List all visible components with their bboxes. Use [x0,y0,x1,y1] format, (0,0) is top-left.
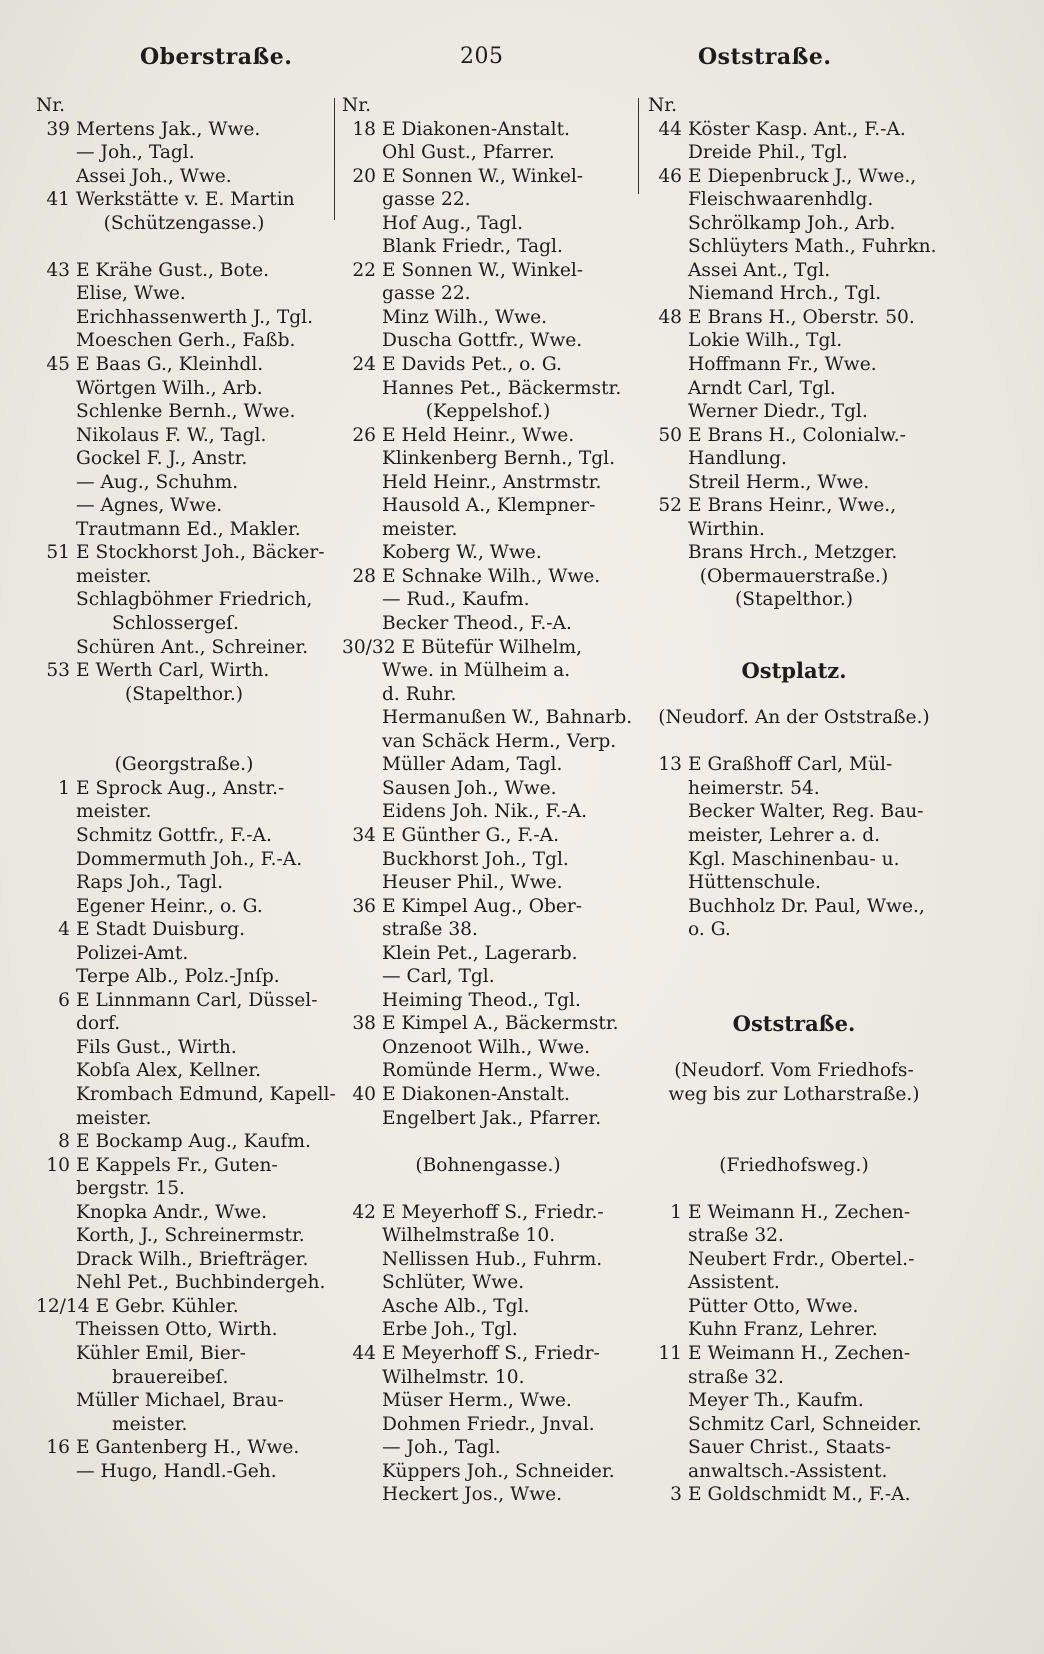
entry-text: E Meyerhoff S., Friedr.- [382,1201,604,1223]
entry-text: E Stadt Duisburg. [76,919,246,941]
page-number: 205 [460,44,504,69]
house-number: 39 [46,118,70,140]
entry-line: Eidens Joh. Nik., F.-A. [382,801,588,823]
entry-line: Onzenoot Wilh., Wwe. [382,1036,591,1058]
house-number: 12/14 [36,1295,90,1317]
spacer [648,1177,940,1201]
house-number: 1 [670,1201,682,1223]
entry-line: Raps Joh., Tagl. [76,872,224,894]
directory-entry [342,1201,634,1225]
entry-line: — Joh., Tagl. [382,1437,501,1459]
entry-line: Müser Herm., Wwe. [382,1390,572,1412]
entry-text: Köster Kasp. Ant., F.-A. [688,118,906,140]
entry-line: Arndt Carl, Tgl. [688,377,836,399]
entry-text: E Held Heinr., Wwe. [382,424,575,446]
directory-entry [342,824,634,848]
house-number: 44 [352,1342,376,1364]
house-number: 46 [658,165,682,187]
entry-line: meister. [76,565,152,587]
entry-line: Duscha Gottfr., Wwe. [382,330,583,352]
entry-line: Erichhassenwerth J., Tgl. [76,306,313,328]
spacer [36,235,332,259]
directory-entry [342,259,634,283]
entry-line: d. Ruhr. [382,683,457,705]
entry-text: E Gantenberg H., Wwe. [76,1437,300,1459]
entry-line: Kuhn Franz, Lehrer. [688,1319,878,1341]
entry-line: Heckert Jos., Wwe. [382,1484,563,1506]
house-number: 22 [352,259,376,281]
directory-entry [36,259,332,283]
street-heading: Oststraße. [732,1011,856,1037]
entry-text: E Stockhorst Joh., Bäcker- [76,542,325,564]
entry-line: Egener Heinr., o. G. [76,895,263,917]
house-number: 43 [46,259,70,281]
directory-entry [342,424,634,448]
entry-line: Niemand Hrch., Tgl. [688,283,882,305]
directory-entry [36,989,332,1013]
house-number: 10 [46,1154,70,1176]
directory-entry [342,1342,634,1366]
section-note: (Obermauerstraße.) [699,565,889,587]
entry-line: Streil Herm., Wwe. [688,471,870,493]
house-number: 4 [58,919,70,941]
section-note: (Neudorf. Vom Friedhofs- [674,1060,914,1082]
section-note: (Keppelshof.) [425,401,551,423]
entry-line: Schlüter, Wwe. [382,1272,525,1294]
spacer [342,1177,634,1201]
entry-line: o. G. [688,919,731,941]
entry-line: Knopka Andr., Wwe. [76,1201,268,1223]
house-number: 3 [670,1484,682,1506]
spacer [648,1130,940,1154]
entry-line: Elise, Wwe. [76,283,186,305]
entry-line: — Rud., Kaufm. [382,589,530,611]
entry-line: Fils Gust., Wirth. [76,1036,237,1058]
directory-entry [648,424,940,448]
entry-line: Hof Aug., Tagl. [382,212,524,234]
entry-line: meister. [382,518,458,540]
entry-line: Wörtgen Wilh., Arb. [76,377,263,399]
spacer [342,1130,634,1154]
section-note: weg bis zur Lotharstraße.) [668,1083,920,1105]
entry-line: bergstr. 15. [76,1178,185,1200]
entry-line: Becker Walter, Reg. Bau- [688,801,924,823]
entry-line: Ohl Gust., Pfarrer. [382,142,555,164]
house-number: 30/32 [342,636,396,658]
house-number: 36 [352,895,376,917]
entry-text: E Sprock Aug., Anstr.- [76,777,285,799]
house-number: 8 [58,1131,70,1153]
entry-line: Handlung. [688,448,787,470]
directory-entry [648,1483,940,1507]
entry-line: meister, Lehrer a. d. [688,824,881,846]
entry-line: dorf. [76,1013,121,1035]
entry-line: Wwe. in Mülheim a. [382,660,571,682]
directory-entry [648,306,940,330]
column-rule [638,98,639,194]
entry-line: Dommermuth Joh., F.-A. [76,848,303,870]
entry-text: E Kappels Fr., Guten- [76,1154,278,1176]
directory-entry [36,353,332,377]
house-number: 52 [658,495,682,517]
directory-entry [36,1295,332,1319]
entry-line: Trautmann Ed., Makler. [76,518,301,540]
entry-line: Klinkenberg Bernh., Tgl. [382,448,616,470]
house-number: 18 [352,118,376,140]
entry-text: E Diakonen-Anstalt. [382,1083,570,1105]
entry-line: Minz Wilh., Wwe. [382,306,547,328]
entry-line: Koberg W., Wwe. [382,542,542,564]
section-note: (Stapelthor.) [124,683,244,705]
directory-entry [648,1342,940,1366]
directory-entry [342,165,634,189]
entry-line: Asche Alb., Tgl. [382,1295,530,1317]
entry-text: E Kimpel A., Bäckermstr. [382,1013,619,1035]
spacer [36,730,332,754]
house-number: 53 [46,660,70,682]
entry-line: Heuser Phil., Wwe. [382,872,563,894]
entry-text: E Goldschmidt M., F.-A. [688,1484,911,1506]
entry-line: Krombach Edmund, Kapell- [76,1083,336,1105]
entry-text: E Weimann H., Zechen- [688,1201,911,1223]
entry-line: Held Heinr., Anstrmstr. [382,471,602,493]
section-note: (Stapelthor.) [734,589,854,611]
entry-line: Buchholz Dr. Paul, Wwe., [688,895,925,917]
entry-line: Heiming Theod., Tgl. [382,989,581,1011]
entry-line: gasse 22. [382,189,471,211]
entry-line: Brans Hrch., Metzger. [688,542,898,564]
directory-entry [342,636,634,660]
entry-line: meister. [76,1107,152,1129]
entry-line: Moeschen Gerh., Faßb. [76,330,296,352]
section-note: (Schützengasse.) [103,212,265,234]
entry-line: straße 32. [688,1366,784,1388]
entry-text: E Graßhoff Carl, Mül- [688,754,893,776]
entry-line: Buckhorst Joh., Tgl. [382,848,569,870]
entry-line: Werner Diedr., Tgl. [688,401,868,423]
entry-line: Drack Wilh., Briefträger. [76,1248,309,1270]
entry-line: Sauer Christ., Staats- [688,1437,892,1459]
column-rule [334,98,335,220]
entry-line: Hüttenschule. [688,872,821,894]
directory-entry [36,1130,332,1154]
house-number: 45 [46,354,70,376]
entry-line: Hannes Pet., Bäckermstr. [382,377,622,399]
directory-entry [36,188,332,212]
directory-entry [36,659,332,683]
spacer [36,706,332,730]
directory-entry [342,1083,634,1107]
directory-entry [648,118,940,142]
house-number: 1 [58,777,70,799]
spacer [648,612,940,636]
entry-line: Wilhelmstr. 10. [382,1366,525,1388]
entry-line: straße 38. [382,919,478,941]
house-number: 6 [58,989,70,1011]
entry-text: E Brans H., Oberstr. 50. [688,306,915,328]
entry-text: E Günther G., F.-A. [382,824,559,846]
directory-entry [342,565,634,589]
entry-line: heimerstr. 54. [688,777,820,799]
entry-line: Schrölkamp Joh., Arb. [688,212,896,234]
entry-line: Becker Theod., F.-A. [382,613,572,635]
entry-line: Meyer Th., Kaufm. [688,1390,864,1412]
entry-text: E Sonnen W., Winkel- [382,259,584,281]
entry-line: Schüren Ant., Schreiner. [76,636,309,658]
entry-line: Kobſa Alex, Kellner. [76,1060,262,1082]
entry-line: — Carl, Tgl. [382,966,495,988]
entry-text: E Diepenbruck J., Wwe., [688,165,917,187]
entry-line: Dohmen Friedr., Jnval. [382,1413,595,1435]
running-head-left: Oberstraße. [140,44,293,70]
entry-line: Lokie Wilh., Tgl. [688,330,843,352]
entry-line: — Joh., Tagl. [76,142,195,164]
column-heading-nr: Nr. [648,95,678,116]
entry-line: Neubert Frdr., Obertel.- [688,1248,915,1270]
entry-line: van Schäck Herm., Verp. [382,730,617,752]
spacer [648,730,940,754]
entry-continuation: brauereibeſ. [112,1366,229,1388]
entry-line: Terpe Alb., Polz.-Jnſp. [76,966,280,988]
column-heading-nr: Nr. [36,95,66,116]
section-note: (Neudorf. An der Oststraße.) [658,707,930,729]
directory-entry [648,753,940,777]
entry-text: E Bockamp Aug., Kaufm. [76,1131,311,1153]
entry-line: Schmitz Carl, Schneider. [688,1413,922,1435]
entry-line: Fleischwaarenhdlg. [688,189,874,211]
entry-line: Gockel F. J., Anstr. [76,448,248,470]
entry-line: Romünde Herm., Wwe. [382,1060,602,1082]
entry-line: Nikolaus F. W., Tagl. [76,424,267,446]
entry-line: Nehl Pet., Buchbindergeh. [76,1272,326,1294]
section-note: (Bohnengasse.) [415,1154,561,1176]
entry-text: E Gebr. Kühler. [95,1295,239,1317]
house-number: 34 [352,824,376,846]
entry-text: E Bütefür Wilhelm, [401,636,582,658]
house-number: 38 [352,1013,376,1035]
house-number: 40 [352,1083,376,1105]
house-number: 51 [46,542,70,564]
section-note: (Georgstraße.) [114,754,254,776]
directory-entry [342,1012,634,1036]
entry-text: E Weimann H., Zechen- [688,1342,911,1364]
entry-line: Pütter Otto, Wwe. [688,1295,859,1317]
entry-line: Blank Friedr., Tagl. [382,236,563,258]
directory-entry [36,541,332,565]
entry-line: Kühler Emil, Bier- [76,1342,246,1364]
entry-text: E Schnake Wilh., Wwe. [382,565,601,587]
entry-continuation: Schlossergeſ. [112,613,239,635]
entry-line: anwaltsch.-Assistent. [688,1460,888,1482]
entry-line: — Hugo, Handl.-Geh. [76,1460,277,1482]
running-head-right: Oststraße. [698,44,832,70]
entry-text: Werkstätte v. E. Martin [76,189,295,211]
entry-line: Schmitz Gottfr., F.-A. [76,824,272,846]
entry-line: Assistent. [688,1272,780,1294]
directory-entry [36,1436,332,1460]
entry-line: Wirthin. [688,518,765,540]
entry-line: Sausen Joh., Wwe. [382,777,557,799]
entry-text: E Werth Carl, Wirth. [76,660,270,682]
entry-line: Wilhelmstraße 10. [382,1225,556,1247]
directory-entry [648,165,940,189]
spacer [648,965,940,989]
entry-line: Küppers Joh., Schneider. [382,1460,615,1482]
entry-line: Schlagböhmer Friedrich, [76,589,313,611]
directory-entry [648,1201,940,1225]
entry-text: E Baas G., Kleinhdl. [76,354,264,376]
entry-text: Mertens Jak., Wwe. [76,118,261,140]
house-number: 44 [658,118,682,140]
entry-line: Schlüyters Math., Fuhrkn. [688,236,937,258]
entry-text: E Kimpel Aug., Ober- [382,895,583,917]
entry-text: E Sonnen W., Winkel- [382,165,584,187]
spacer [648,989,940,1013]
section-note: (Friedhofsweg.) [719,1154,869,1176]
directory-entry [342,118,634,142]
entry-line: Klein Pet., Lagerarb. [382,942,578,964]
entry-line: gasse 22. [382,283,471,305]
column-2 [342,94,634,1507]
entry-line: straße 32. [688,1225,784,1247]
directory-entry [36,1154,332,1178]
column-3 [648,94,940,1507]
entry-text: E Diakonen-Anstalt. [382,118,570,140]
house-number: 16 [46,1437,70,1459]
house-number: 13 [658,754,682,776]
entry-line: Assei Ant., Tgl. [688,259,831,281]
house-number: 28 [352,565,376,587]
house-number: 48 [658,306,682,328]
entry-line: Theissen Otto, Wirth. [76,1319,278,1341]
house-number: 20 [352,165,376,187]
street-heading: Ostplatz. [741,658,847,684]
directory-entry [342,353,634,377]
house-number: 24 [352,354,376,376]
spacer [648,636,940,660]
entry-line: Müller Michael, Brau- [76,1390,284,1412]
entry-line: — Aug., Schuhm. [76,471,239,493]
entry-line: Müller Adam, Tagl. [382,754,563,776]
entry-line: Engelbert Jak., Pfarrer. [382,1107,602,1129]
spacer [648,1107,940,1131]
entry-line: Korth, J., Schreinermstr. [76,1225,305,1247]
house-number: 50 [658,424,682,446]
entry-line: Hausold A., Klempner- [382,495,596,517]
house-number: 41 [46,189,70,211]
entry-text: E Krähe Gust., Bote. [76,259,270,281]
spacer [648,683,940,707]
entry-line: meister. [76,801,152,823]
entry-line: Dreide Phil., Tgl. [688,142,848,164]
house-number: 42 [352,1201,376,1223]
entry-text: E Linnmann Carl, Düssel- [76,989,318,1011]
house-number: 11 [658,1342,682,1364]
entry-line: Hermanußen W., Bahnarb. [382,707,633,729]
directory-entry [36,777,332,801]
entry-line: Polizei-Amt. [76,942,189,964]
spacer [648,1036,940,1060]
directory-entry [36,118,332,142]
directory-entry [36,918,332,942]
entry-line: Kgl. Maschinenbau- u. [688,848,900,870]
house-number: 26 [352,424,376,446]
directory-entry [648,494,940,518]
entry-text: E Davids Pet., o. G. [382,354,562,376]
entry-line: Erbe Joh., Tgl. [382,1319,518,1341]
entry-line: Assei Joh., Wwe. [76,165,232,187]
column-heading-nr: Nr. [342,95,372,116]
entry-line: Nellissen Hub., Fuhrm. [382,1248,603,1270]
directory-entry [342,895,634,919]
entry-text: E Brans Heinr., Wwe., [688,495,897,517]
column-1 [36,94,336,1483]
entry-line: — Agnes, Wwe. [76,495,223,517]
entry-line: Hoffmann Fr., Wwe. [688,354,877,376]
entry-text: E Brans H., Colonialw.- [688,424,906,446]
entry-text: E Meyerhoff S., Friedr- [382,1342,600,1364]
spacer [648,942,940,966]
entry-continuation: meister. [112,1413,188,1435]
entry-line: Schlenke Bernh., Wwe. [76,401,296,423]
